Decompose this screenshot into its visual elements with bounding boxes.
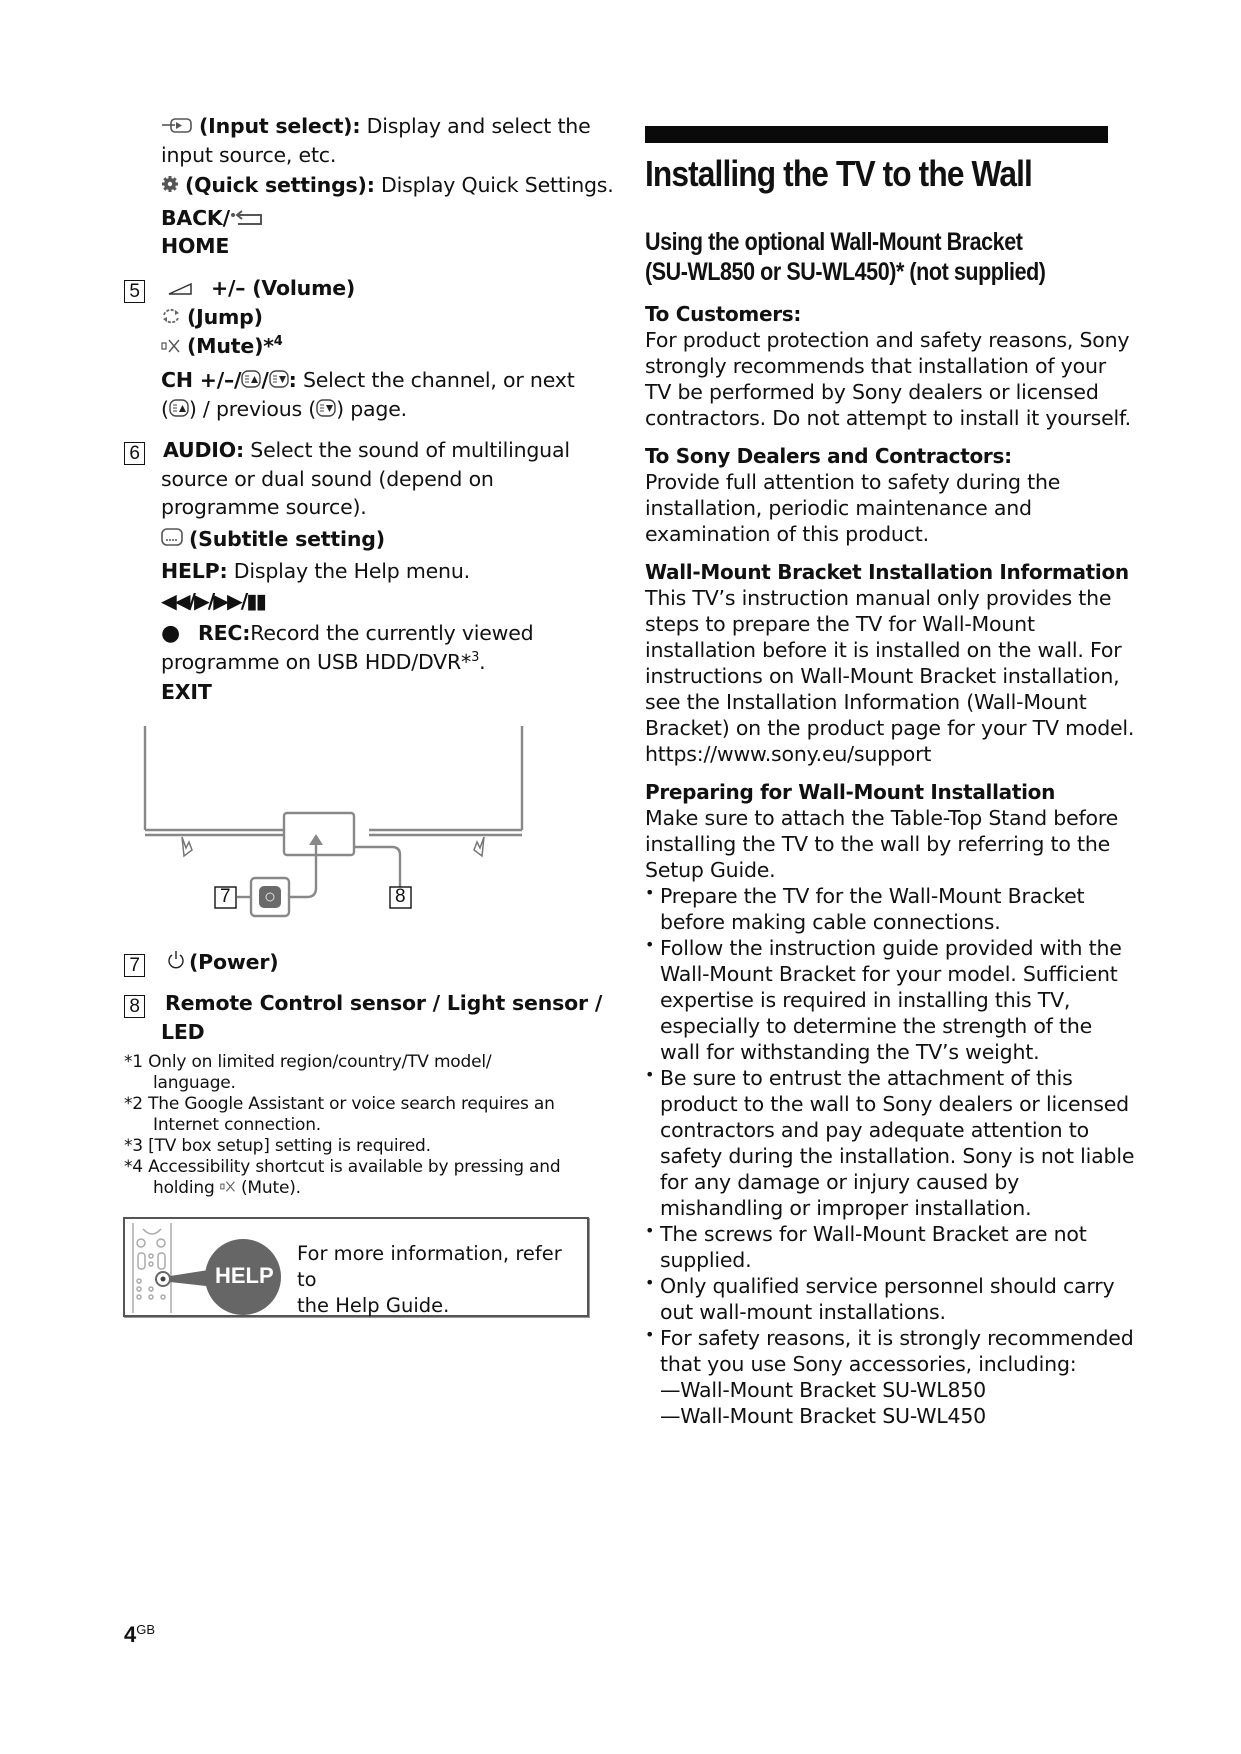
input-select-icon xyxy=(161,113,193,141)
exit-entry: EXIT xyxy=(161,680,212,704)
right-column xyxy=(645,126,1135,1429)
footnote-4: *4 Accessibility shortcut is available by pressing and xyxy=(124,1157,561,1177)
back-entry: BACK/ xyxy=(124,204,594,232)
accessory-item: —Wall-Mount Bracket SU-WL450 xyxy=(660,1404,987,1428)
footnote-3: *3 [TV box setup] setting is required. xyxy=(124,1136,431,1156)
section-header-bar xyxy=(645,126,1108,143)
mute-icon xyxy=(161,333,181,361)
channel-entry: CH +/–/ / : Select the channel, or next xyxy=(124,366,594,395)
help-badge: HELP xyxy=(215,1263,274,1288)
home-entry: HOME xyxy=(161,234,230,258)
jump-entry: (Jump) xyxy=(124,303,594,332)
page-number: $4^{GB}$ xyxy=(124,1622,156,1647)
help-guide-box xyxy=(123,1217,589,1317)
page-up-icon xyxy=(169,396,189,424)
subtitle-icon xyxy=(161,526,183,554)
channel-entry-cont: ( ) / previous ( ) page. xyxy=(124,395,594,424)
bullet-item: • Be sure to entrust the attachment of this product to the wall to Sony dealers or licensed contractors and pay adequate attention to safety during the installation. Sony is not liable for any damage or injury caused by mishandling or improper installation. xyxy=(645,1065,1110,1221)
bullet-item: • Only qualified service personnel should carry out wall-mount installations. xyxy=(645,1273,1110,1325)
gear-icon xyxy=(161,172,179,200)
tv-illustration xyxy=(124,720,544,940)
quick-settings-entry: (Quick settings): Display Quick Settings. xyxy=(124,171,594,200)
item-number-6: 6 xyxy=(124,442,145,465)
help-entry: HELP: Display the Help menu. xyxy=(161,559,470,583)
item-6-audio: 6 AUDIO: Select the sound of multilingual xyxy=(124,436,594,465)
transport-controls: ◀◀/▶/▶▶/▮▮ xyxy=(161,589,265,613)
bracket-info-section: Wall-Mount Bracket Installation Information This TV’s instruction manual only provides the steps to prepare the TV for Wall-Mount installation before it is installed on the wall. For instructions on Wall-Mount Bracket installation, see the Installation Information (Wall-Mount Bracket) on the product page for your TV model. https://www.sony.eu/support xyxy=(645,560,1135,766)
audio-desc-cont: source or dual sound (depend on xyxy=(161,467,494,491)
preparing-section: Preparing for Wall-Mount Installation Make sure to attach the Table-Top Stand before installing the TV to the wall by referring to the Setup Guide. • Prepare the TV for the Wall-Mount Bracket before making cable connections. • Follow the instruction guide provided with the Wall-Mount Bracket for your model. Sufficient expertise is required in installing this TV, especially to determine the strength of the wall for withstanding the TV’s weight. • Be sure to entrust the attachment of this product to the wall to Sony dealers or licensed contractors and pay adequate attention to safety during the installation. Sony is not liable for any damage or injury caused by mishandling or improper installation. • The screws for Wall-Mount Bracket are not supplied. • Only qualified service personnel should carry out wall-mount installations. • For safety reasons, it is strongly recommended that you use Sony accessories, including: —Wall-Mount Bracket SU-WL850 —Wall-Mount Bracket SU-WL450 xyxy=(645,779,1110,1429)
input-select-entry: (Input select): Display and select the xyxy=(124,112,594,141)
left-column xyxy=(124,112,614,1317)
power-icon xyxy=(167,949,185,977)
help-guide-text: For more information, refer to the Help Guide. xyxy=(297,1242,562,1317)
page-down-icon xyxy=(269,367,289,395)
mute-icon xyxy=(220,1178,236,1198)
customers-section: To Customers: For product protection and safety reasons, Sony strongly recommends that installation of your TV be performed by Sony dealers or licensed contractors. Do not attempt to install it yourself. xyxy=(645,302,1131,430)
item-8-sensor-cont: LED xyxy=(161,1020,205,1044)
record-dot-icon: ● xyxy=(161,621,180,646)
subtitle-entry: (Subtitle setting) xyxy=(124,525,594,554)
rec-desc-cont: programme on USB HDD/DVR*$^3$. xyxy=(161,650,486,674)
page-title: Installing the TV to the Wall xyxy=(645,153,1032,194)
tv-bottom-diagram xyxy=(124,720,524,940)
page-down-icon xyxy=(316,396,336,424)
item-number-7: 7 xyxy=(124,954,145,977)
footnote-1: *1 Only on limited region/country/TV model/ xyxy=(124,1052,492,1072)
item-number-5: 5 xyxy=(124,280,145,303)
section-subtitle-cont: (SU-WL850 or SU-WL450)* (not supplied) xyxy=(645,258,1046,286)
bullet-item: • Follow the instruction guide provided with the Wall-Mount Bracket for your model. Sufficient expertise is required in installing this TV, especially to determine the strength of the wall for withstanding the TV’s weight. xyxy=(645,935,1110,1065)
section-subtitle: Using the optional Wall-Mount Bracket xyxy=(645,228,1023,256)
input-select-desc-cont: input source, etc. xyxy=(161,143,337,167)
bullet-item: • The screws for Wall-Mount Bracket are not supplied. xyxy=(645,1221,1110,1273)
mute-entry: (Mute)*$^4$ xyxy=(124,332,594,361)
bullet-item: • Prepare the TV for the Wall-Mount Bracket before making cable connections. xyxy=(645,883,1110,935)
item-8-sensor: 8 Remote Control sensor / Light sensor / xyxy=(124,989,594,1018)
rec-entry: ● REC:Record the currently viewed xyxy=(161,621,534,646)
bullet-item: • For safety reasons, it is strongly recommended that you use Sony accessories, including: xyxy=(645,1325,1110,1377)
footnotes: *1 Only on limited region/country/TV model/ language. *2 The Google Assistant or voice search requires an Internet connection. *3 [TV box setup] setting is required. *4 Accessibility shortcut is available by pressing and holding (Mute). xyxy=(124,1052,594,1199)
diagram-label-8: 8 xyxy=(395,886,406,907)
page-up-icon xyxy=(241,367,261,395)
support-link[interactable]: https://www.sony.eu/support xyxy=(645,742,932,766)
item-5-volume: 5 +/– (Volume) xyxy=(124,274,594,303)
item-number-8: 8 xyxy=(124,995,145,1018)
accessory-item: —Wall-Mount Bracket SU-WL850 xyxy=(660,1378,987,1402)
footnote-2: *2 The Google Assistant or voice search requires an xyxy=(124,1094,555,1114)
dealers-section: To Sony Dealers and Contractors: Provide full attention to safety during the installation, periodic maintenance and examination of this product. xyxy=(645,444,1061,546)
back-arrow-icon xyxy=(230,206,264,230)
item-7-power: 7 (Power) xyxy=(124,948,594,977)
diagram-label-7: 7 xyxy=(220,886,231,907)
volume-icon xyxy=(167,275,193,303)
jump-icon xyxy=(161,304,181,332)
audio-desc-cont: programme source). xyxy=(161,495,367,519)
